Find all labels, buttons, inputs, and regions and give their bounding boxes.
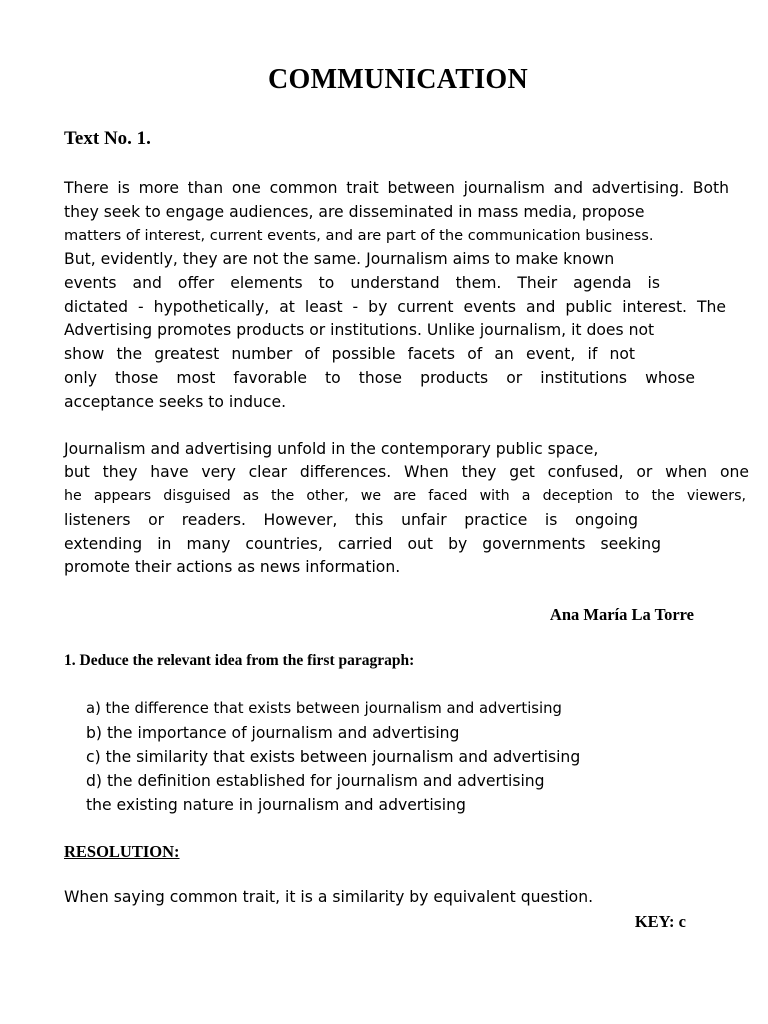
paragraph-line: he appears disguised as the other, we are faced with a deception to the viewers, [64, 488, 746, 504]
option-a: a) the difference that exists between journalism and advertising [86, 700, 562, 717]
resolution-heading: RESOLUTION: [64, 842, 180, 861]
explanation: When saying common trait, it is a similarity by equivalent question. [64, 888, 594, 906]
option-e: the existing nature in journalism and advertising [86, 796, 466, 814]
paragraph-line: But, evidently, they are not the same. Journalism aims to make known [64, 250, 615, 268]
page-title: COMMUNICATION [267, 64, 529, 95]
option-b: b) the importance of journalism and advertising [86, 724, 460, 742]
paragraph-line: There is more than one common trait between journalism and advertising. Both [64, 179, 729, 197]
paragraph-line: extending in many countries, carried out by governments seeking [64, 535, 661, 553]
paragraph-line: but they have very clear differences. When they get confused, or when one [64, 463, 749, 481]
option-d: d) the definition established for journalism and advertising [86, 772, 545, 790]
paragraph-line: Advertising promotes products or institutions. Unlike journalism, it does not [64, 321, 655, 339]
paragraph-line: listeners or readers. However, this unfair practice is ongoing [64, 511, 638, 529]
paragraph-line: matters of interest, current events, and are part of the communication business. [64, 227, 654, 244]
paragraph-line: dictated - hypothetically, at least - by current events and public interest. The [64, 298, 726, 316]
paragraph-line: only those most favorable to those products or institutions whose [64, 369, 695, 387]
answer-key: KEY: c [634, 912, 686, 931]
paragraph-line: they seek to engage audiences, are disseminated in mass media, propose [64, 203, 645, 221]
question: 1. Deduce the relevant idea from the first paragraph: [64, 652, 415, 669]
text-label: Text No. 1. [64, 128, 151, 149]
paragraph-line: events and offer elements to understand them. Their agenda is [64, 274, 660, 292]
paragraph-line: show the greatest number of possible facets of an event, if not [64, 345, 635, 363]
author: Ana María La Torre [549, 605, 694, 624]
paragraph-line: Journalism and advertising unfold in the contemporary public space, [64, 440, 599, 458]
paragraph-line: acceptance seeks to induce. [64, 393, 287, 411]
paragraph-line: promote their actions as news information. [64, 558, 401, 576]
option-c: c) the similarity that exists between journalism and advertising [86, 748, 581, 766]
